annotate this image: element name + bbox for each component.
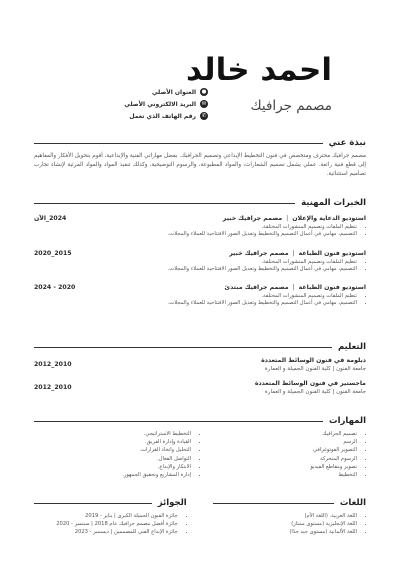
experience-role: مصمم جرافيك خبير [222,215,283,222]
education-item [34,356,366,373]
person-name: احمد خالد [186,52,332,88]
skill-item: • الرسم [200,438,357,446]
section-divider [34,421,323,422]
language-item: • اللغة الألمانية (مستوى جيد جدًا) [213,528,357,536]
bullet-item: • التصميم، مهامي في أعمال التصميم والتخطيط وتعديل الصور الافتتاحية للعملاء والمجلات. [34,231,357,238]
experience-bullets [34,293,366,308]
section-divider [34,203,295,204]
education-degree: دبلومة في فنون الوسائط المتعددة [261,357,366,364]
skill-item: • إدارة المشاريع وتحقيق الجمهور. [34,471,191,479]
bullet-item: • تنظيم الملفات وتصميم المنشورات المختلفة. [34,259,357,266]
experience-item [34,248,366,274]
skill-item: • التخطيط [200,471,357,479]
education-title: التعليم [338,342,366,352]
experience-item [34,282,366,308]
contact-phone-label: رقم الهاتف الذي تعمل [129,112,196,120]
awards-section [34,496,187,536]
resume-header [34,0,366,128]
skills-list-soft [34,430,200,479]
languages-title: اللغات [339,498,366,508]
education-date: 2010_2012 [34,361,72,368]
section-divider [34,503,152,504]
location-icon: ● [201,89,207,95]
experience-date: 2020 - 2024 [34,284,76,292]
education-item [34,379,366,396]
award-item: • جائزة أفضل مصمم جرافيك عام 2018 | سبتمبر - 2020 [34,520,178,528]
contact-address [68,86,208,98]
languages-list [213,512,366,536]
skill-item: • التخطيط الاستراتيجي. [34,430,191,438]
about-title: نبذة عني [328,138,366,148]
experience-title: الخبرات المهنية [301,198,366,208]
award-item: • جائزة الإبداع الفني للمصممين | ديسمبر - 2023 [34,528,178,536]
skill-item: • التصوير الفوتوغرافي [200,446,357,454]
skill-item: • القيادة وإدارة الفريق. [34,438,191,446]
contact-address-label: العنوان الأصلي [151,88,196,96]
awards-title: الجوائز [157,498,187,508]
skills-lists [34,430,366,479]
experience-company: استوديو فنون الطباعة [298,284,366,292]
education-institution: جامعة الفنون | كلية الفنون الجميلة و العمارة [264,389,366,395]
skill-item: • التواصل الفعال. [34,455,191,463]
skills-section [34,414,366,479]
section-divider [34,347,332,348]
contact-email [68,98,208,110]
bullet-item: • التصميم، مهامي في أعمال التصميم والتخطيط وتعديل الصور الافتتاحية للعملاء والمجلات. [34,266,357,273]
languages-awards-row [34,496,366,536]
education-degree: ماجستير في فنون الوسائط المتعددة [254,380,366,387]
experience-bullets [34,224,366,239]
education-section [34,340,366,396]
email-icon: ✉ [201,101,207,107]
languages-section [213,496,366,536]
experience-bullets [34,259,366,274]
contact-phone [68,110,208,122]
skill-item: • التحليل واتخاذ القرارات. [34,446,191,454]
experience-role: مصمم جرافيك خبير [229,249,289,257]
skills-list-technical [200,430,366,479]
education-date: 2010_2012 [34,384,72,391]
bullet-item: • التصميم، مهامي في أعمال التصميم والتخطيط وتعديل الصور الافتتاحية للعملاء والمجلات. [34,300,357,307]
section-divider [34,143,323,144]
skill-item: • الابتكار والإبداع. [34,463,191,471]
skills-title: المهارات [329,416,366,426]
language-item: • اللغة الإنجليزية (مستوى ممتاز) [213,520,357,528]
contact-list [68,86,208,122]
contact-email-label: البريد الالكتروني الأصلي [124,100,196,108]
experience-section [34,196,366,308]
job-title: مصمم جرافيك [250,98,332,114]
experience-company: استوديو فنون الطباعة [298,249,366,257]
experience-date: 2015_2020 [34,249,72,257]
separator: | [286,215,289,222]
award-item: • جائزة الفنون الجميلة الكبرى | يناير - 2019 [34,512,178,520]
separator: | [292,284,295,292]
section-divider [213,503,334,504]
experience-date: 2024_الآن [34,215,67,222]
about-text: مصمم جرافيك محترف ومتخصص في فنون التخطيط الإبداعي وتصميم الجرافيك. بفضل مهاراتي الفنية والإبداعية، أقوم بتحويل الأفكار والمفاهيم إلى قطع فنية رائعة. عملي يشمل تصميم الشعارات، والمواد المطبوعة، والرسوم التوضيحية، وكذلك تنفيذ المواد والمواد المرئية لإنشاء تجارب تصاميم استثنائية. [34,153,366,177]
phone-icon: ✆ [201,113,207,119]
experience-role: مصمم جرافيك مبتدئ [224,284,289,292]
skill-item: • تصميم الجرافيك [200,430,357,438]
skill-item: • تصوير ومقاطع الفيديو [200,463,357,471]
separator: | [292,249,295,257]
bullet-item: • تنظيم الملفات وتصميم المنشورات المختلفة. [34,293,357,300]
language-item: • اللغة العربية. (اللغة الأم) [213,512,357,520]
awards-list [34,512,187,536]
skill-item: • الرسوم المتحركة [200,455,357,463]
about-section [34,136,366,179]
bullet-item: • تنظيم الملفات وتصميم المنشورات المختلفة. [34,224,357,231]
education-institution: جامعة الفنون | كلية الفنون الجميلة و العمارة [264,366,366,372]
experience-company: استوديو الدعاية والإعلان [292,215,366,222]
experience-item [34,213,366,239]
